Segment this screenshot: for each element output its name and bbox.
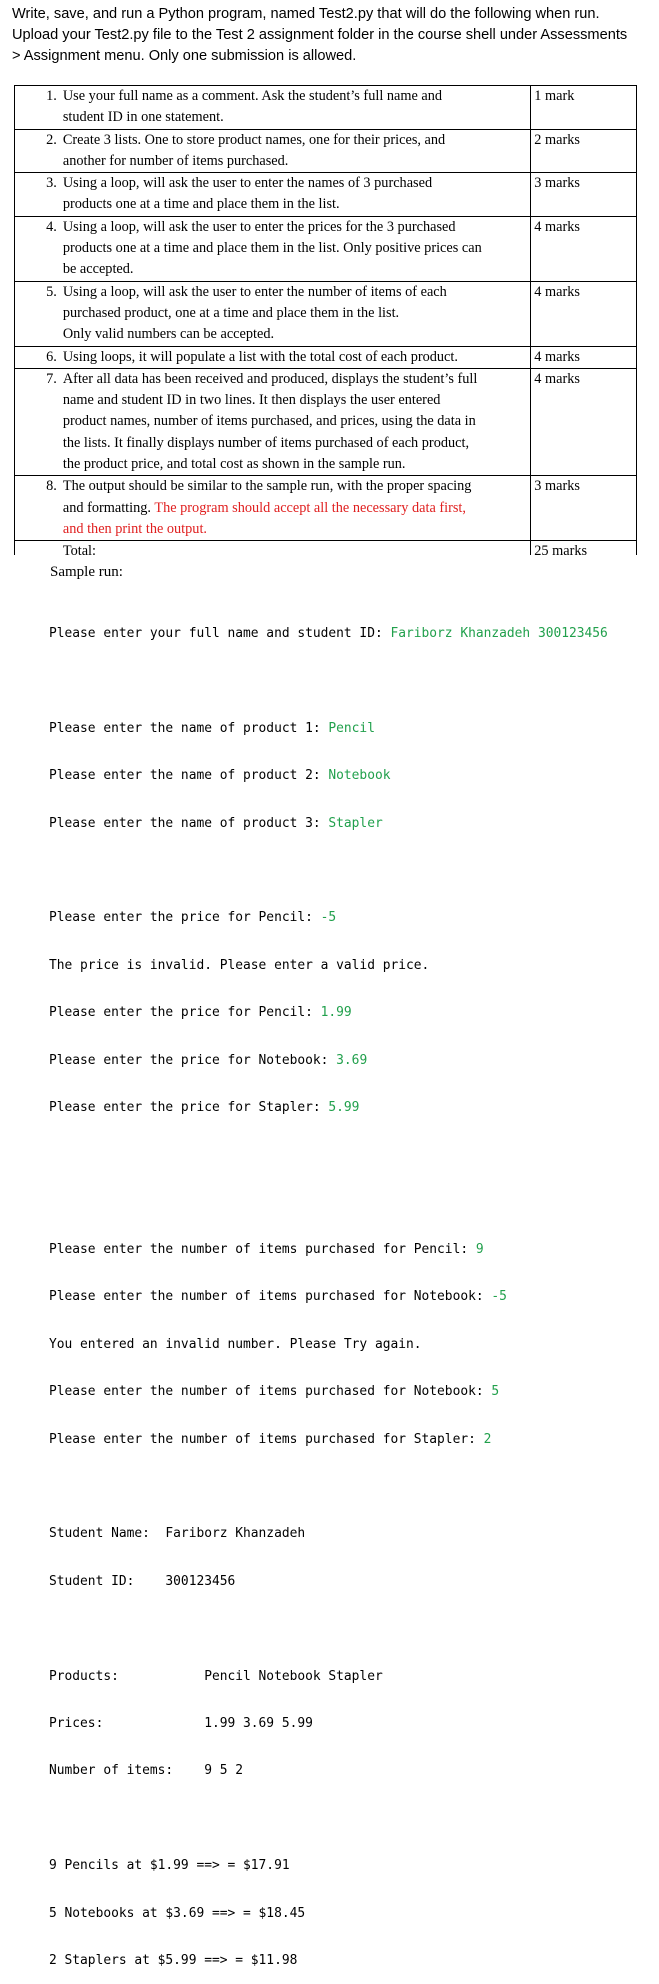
assignment-instructions: [12, 4, 652, 66]
requirement-number: 2.: [15, 129, 63, 173]
requirement-marks: 3 marks: [531, 476, 637, 541]
requirement-row: [15, 86, 637, 130]
requirements-table: [14, 85, 637, 555]
requirement-marks: 4 marks: [531, 216, 637, 281]
console-line: [49, 767, 608, 784]
console-line: [49, 1336, 608, 1353]
requirement-line: Only valid numbers can be accepted.: [62, 326, 275, 343]
total-row: [15, 541, 637, 556]
requirement-row: [15, 281, 637, 346]
instruction-line: > Assignment menu. Only one submission is allowed.: [12, 47, 357, 64]
requirement-description: [63, 281, 531, 346]
requirement-number: 4.: [15, 216, 63, 281]
console-line: [49, 1099, 608, 1116]
console-line: 5 Notebooks at $3.69 ==> = $18.45: [49, 1905, 306, 1921]
requirement-line: [63, 498, 526, 519]
console-input: 5: [491, 1384, 500, 1400]
console-line: [49, 909, 608, 926]
console-line: Number of items: 9 5 2: [49, 1763, 244, 1779]
requirement-description: [63, 86, 531, 130]
console-input: -5: [320, 910, 337, 926]
console-input: 2: [483, 1431, 492, 1447]
requirement-marks: 4 marks: [531, 368, 637, 475]
console-input: Fariborz Khanzadeh 300123456: [390, 626, 608, 641]
total-marks: [531, 541, 637, 556]
requirement-row: [15, 346, 637, 368]
total-marks-text: 25 marks: [534, 543, 588, 556]
requirement-line: another for number of items purchased.: [62, 152, 289, 169]
console-prompt: Please enter the name of product 1:: [49, 720, 329, 736]
requirement-line: student ID in one statement.: [62, 109, 224, 126]
requirement-number: 5.: [15, 281, 63, 346]
requirement-line: products one at a time and place them in the list.: [62, 196, 340, 213]
requirement-line: Using a loop, will ask the user to enter the names of 3 purchased: [62, 175, 433, 192]
console-prompt: Please enter the name of product 2:: [49, 768, 329, 784]
requirement-row: [15, 173, 637, 217]
requirement-line: the lists. It finally displays number of items purchased of each product,: [62, 434, 470, 451]
console-prompt: Please enter the number of items purchased for Notebook:: [49, 1384, 492, 1400]
instruction-line: Upload your Test2.py file to the Test 2 assignment folder in the course shell under Assessments: [12, 26, 628, 43]
requirement-line: Create 3 lists. One to store product names, one for their prices, and: [62, 131, 446, 148]
console-line: [49, 1431, 608, 1448]
requirement-line: be accepted.: [62, 261, 134, 278]
console-prompt: Please enter the price for Pencil:: [49, 910, 321, 926]
instruction-line: Write, save, and run a Python program, named Test2.py that will do the following when run.: [12, 6, 600, 22]
console-line: [49, 815, 608, 832]
requirement-line: the product price, and total cost as shown in the sample run.: [62, 456, 406, 473]
requirement-number: 1.: [15, 86, 63, 130]
console-line: [49, 1383, 608, 1400]
sample-run-label: Sample run:: [50, 564, 123, 580]
console-line: [49, 1052, 608, 1069]
requirement-description: [63, 368, 531, 475]
console-prompt: Please enter the price for Pencil:: [49, 1005, 321, 1021]
console-line: [49, 957, 608, 974]
requirement-description: [63, 346, 531, 368]
console-prompt: Please enter the number of items purchased for Stapler:: [49, 1431, 484, 1447]
console-line: 9 Pencils at $1.99 ==> = $17.91: [49, 1858, 290, 1874]
console-input: 3.69: [336, 1052, 368, 1068]
requirement-number: 8.: [15, 476, 63, 541]
requirement-text: and formatting.: [62, 499, 152, 516]
console-message: You entered an invalid number. Please Try again.: [49, 1336, 422, 1352]
console-input: Notebook: [328, 768, 391, 784]
console-prompt: Please enter your full name and student ID:: [49, 626, 391, 641]
console-input: Pencil: [328, 720, 375, 736]
console-line: [49, 1241, 608, 1258]
requirement-line: purchased product, one at a time and place them in the list.: [62, 304, 400, 321]
console-input: 5.99: [328, 1099, 360, 1115]
console-prompt: Please enter the number of items purchased for Notebook:: [49, 1289, 492, 1305]
requirement-description: [63, 173, 531, 217]
requirement-highlight: The program should accept all the necessary data first,: [154, 499, 466, 516]
console-message: The price is invalid. Please enter a valid price.: [49, 957, 430, 973]
console-line: Student ID: 300123456: [49, 1573, 236, 1589]
requirement-line: Using loops, it will populate a list with the total cost of each product.: [62, 348, 458, 365]
requirement-marks: 1 mark: [531, 86, 637, 130]
console-input: 1.99: [320, 1005, 352, 1021]
requirement-line: name and student ID in two lines. It then displays the user entered: [62, 392, 441, 409]
requirement-line: The output should be similar to the sample run, with the proper spacing: [62, 478, 472, 495]
total-spacer: [15, 541, 63, 556]
total-label-text: Total:: [62, 543, 97, 556]
requirement-line: products one at a time and place them in the list. Only positive prices can: [62, 240, 482, 257]
requirement-row: [15, 216, 637, 281]
requirement-number: 3.: [15, 173, 63, 217]
requirement-marks: 4 marks: [531, 346, 637, 368]
requirement-number: 6.: [15, 346, 63, 368]
requirement-description: [63, 129, 531, 173]
console-prompt: Please enter the name of product 3:: [49, 815, 329, 831]
console-input: -5: [491, 1289, 507, 1305]
requirement-line: Using a loop, will ask the user to enter the number of items of each: [62, 283, 447, 300]
requirement-number: 7.: [15, 368, 63, 475]
requirement-marks: 4 marks: [531, 281, 637, 346]
requirement-row: [15, 129, 637, 173]
requirement-marks: 2 marks: [531, 129, 637, 173]
requirement-row: [15, 368, 637, 475]
console-line: Prices: 1.99 3.69 5.99: [49, 1715, 313, 1731]
console-input: Stapler: [328, 815, 383, 831]
requirement-description: [63, 216, 531, 281]
requirement-line: After all data has been received and produced, displays the student’s full: [62, 370, 478, 387]
console-line: Products: Pencil Notebook Stapler: [49, 1668, 383, 1684]
requirement-line: Using a loop, will ask the user to enter the prices for the 3 purchased: [62, 218, 456, 235]
sample-run-console: [49, 595, 608, 1984]
console-line: [49, 1004, 608, 1021]
requirement-row: [15, 476, 637, 541]
console-line: Student Name: Fariborz Khanzadeh: [49, 1526, 306, 1542]
console-line: [49, 720, 608, 737]
requirement-description: [63, 476, 531, 541]
total-label: [63, 541, 531, 556]
console-prompt: Please enter the number of items purchased for Pencil:: [49, 1242, 476, 1258]
console-prompt: Please enter the price for Notebook:: [49, 1052, 337, 1068]
console-line: 2 Staplers at $5.99 ==> = $11.98: [49, 1952, 298, 1968]
console-input: 9: [475, 1242, 484, 1258]
console-line: [49, 625, 608, 642]
requirement-highlight: and then print the output.: [62, 520, 207, 537]
console-line: [49, 1288, 608, 1305]
console-prompt: Please enter the price for Stapler:: [49, 1099, 329, 1115]
requirement-marks: 3 marks: [531, 173, 637, 217]
requirement-line: product names, number of items purchased, and prices, using the data in: [62, 413, 476, 430]
requirement-line: Use your full name as a comment. Ask the student’s full name and: [62, 88, 443, 104]
